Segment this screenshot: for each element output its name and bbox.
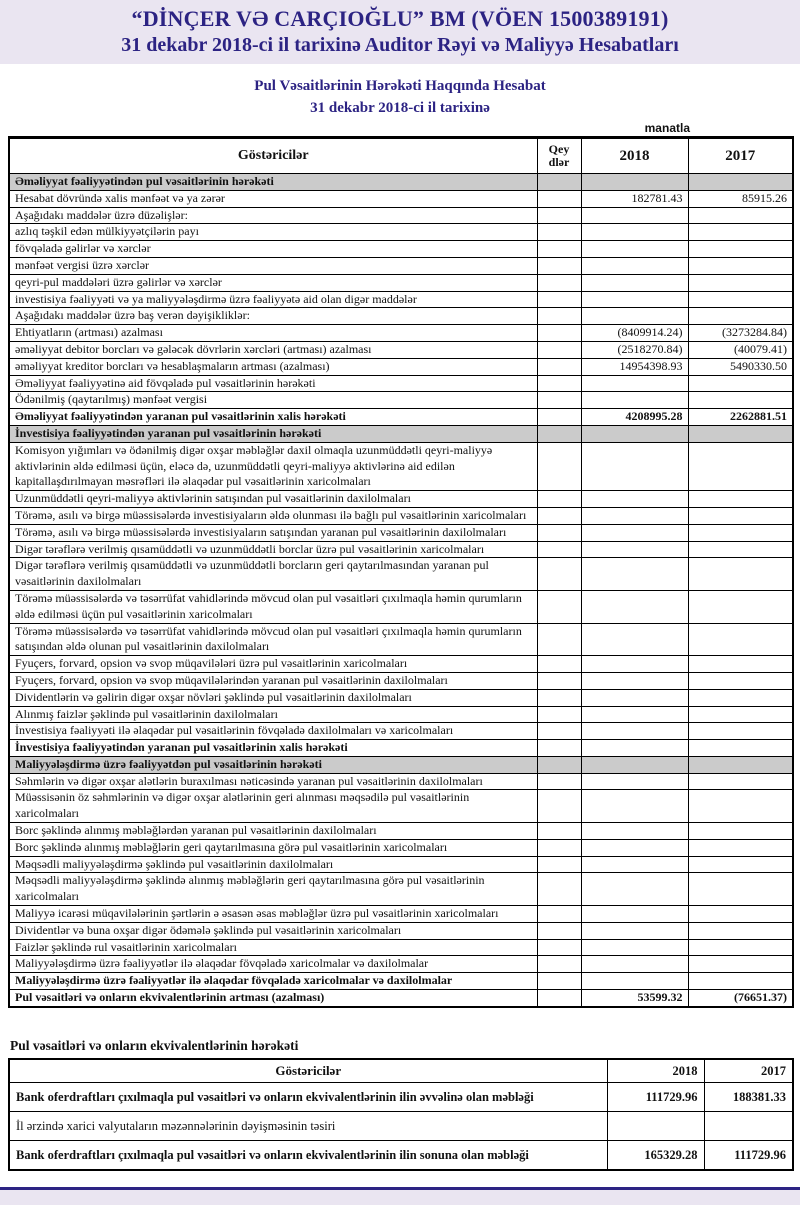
equivalents-row [9,1141,793,1170]
cash-flow-table-header-row [9,138,793,174]
cell-v2018 [581,623,688,656]
cell-label: Digər tərəflərə verilmiş qısamüddətli və uzunmüddətli borcların geri qaytarılmasından yaranan pul vəsaitlərinin daxilolmaları [9,558,537,591]
cell-notes [537,224,581,241]
cell-label: Məqsədli maliyyələşdirmə şəklində pul vəsaitlərinin daxilolmaları [9,856,537,873]
cell-label: Ödənilmiş (qaytarılmış) mənfəət vergisi [9,392,537,409]
cell-v2018 [581,308,688,325]
cell-v2017: (3273284.84) [688,325,793,342]
cell-notes [537,956,581,973]
item-row [9,241,793,258]
cell-label: Dividentlərin və gəlirin digər oxşar növləri şəklində pul vəsaitlərinin daxilolmaları [9,689,537,706]
cell-v2018 [607,1112,704,1141]
cell-notes [537,672,581,689]
item-row [9,325,793,342]
cell-notes [537,623,581,656]
cell-v2017 [688,524,793,541]
cell-notes [537,541,581,558]
cell-notes [537,425,581,442]
item-row [9,656,793,673]
cell-v2018 [581,224,688,241]
cell-label: mənfəət vergisi üzrə xərclər [9,257,537,274]
notes-label-line1: Qey [548,142,570,156]
cell-notes [537,257,581,274]
cell-label: Fyuçers, forvard, opsion və svop müqavilələri üzrə pul vəsaitlərinin xaricolmaları [9,656,537,673]
total-row [9,990,793,1007]
cell-v2018 [581,656,688,673]
report-header-band [0,0,800,64]
cell-v2018 [581,241,688,258]
cell-v2017 [688,392,793,409]
item-row [9,906,793,923]
cell-v2018 [581,672,688,689]
company-title: “DİNÇER VƏ CARÇIOĞLU” BM (VÖEN 1500389191) [131,6,669,31]
cell-label: Müəssisənin öz səhmlərinin və digər oxşar alətlərinin geri alınması məqsədilə pul vəsaitlərinin xaricolmaları [9,790,537,823]
item-row [9,823,793,840]
section-row [9,425,793,442]
cell-label: investisiya fəaliyyəti və ya maliyyələşdirmə üzrə fəaliyyətə aid olan digər maddələr [9,291,537,308]
cell-v2017 [688,723,793,740]
cell-v2018: 111729.96 [607,1083,704,1112]
cell-label: Törəmə müəssisələrdə və təsərrüfat vahidlərində mövcud olan pul vəsaitləri çıxılmaqla həmin qurumların əldə edilməsi üçün pul vəsaitlərinin xaricolmaları [9,590,537,623]
equivalents-column-header-indicators: Göstəricilər [9,1059,607,1083]
cell-v2018 [581,922,688,939]
cell-v2017 [704,1112,793,1141]
cell-v2018 [581,375,688,392]
cell-v2018 [581,723,688,740]
item-row [9,507,793,524]
cell-label: Törəmə, asılı və birgə müəssisələrdə investisiyaların satışından yaranan pul vəsaitlərinin daxilolmaları [9,524,537,541]
cell-label: Alınmış faizlər şəklində pul vəsaitlərinin daxilolmaları [9,706,537,723]
cell-v2017 [688,207,793,224]
cell-notes [537,174,581,191]
cell-label: qeyri-pul maddələri üzrə gəlirlər və xərclər [9,274,537,291]
cell-label: Törəmə müəssisələrdə və təsərrüfat vahidlərində mövcud olan pul vəsaitləri çıxılmaqla həmin qurumların satışından əldə olunan pul vəsaitlərinin daxilolmaları [9,623,537,656]
cell-v2018 [581,274,688,291]
equivalents-table-header-row [9,1059,793,1083]
cell-notes [537,990,581,1007]
item-row [9,524,793,541]
item-row [9,274,793,291]
equivalents-row [9,1112,793,1141]
cell-v2017: (76651.37) [688,990,793,1007]
cell-notes [537,291,581,308]
cell-label: Məqsədli maliyyələşdirmə şəklində alınmış məbləğlərin geri qaytarılmasına görə pul vəsaitlərinin xaricolmaları [9,873,537,906]
cell-v2017 [688,375,793,392]
cell-v2017 [688,823,793,840]
cell-notes [537,740,581,757]
cell-label: azlıq təşkil edən mülkiyyətçilərin payı [9,224,537,241]
cell-label: İnvestisiya fəaliyyəti ilə əlaqədar pul vəsaitlərinin fövqəladə daxilolmaları və xaricolmaları [9,723,537,740]
item-row [9,341,793,358]
cell-v2017 [688,590,793,623]
cell-notes [537,790,581,823]
cell-notes [537,856,581,873]
statement-title: Pul Vəsaitlərinin Hərəkəti Haqqında Hesabat [254,78,546,94]
cell-v2017 [688,839,793,856]
cell-v2017 [688,425,793,442]
cell-notes [537,409,581,426]
cell-notes [537,207,581,224]
cell-notes [537,773,581,790]
cell-v2017 [688,558,793,591]
cell-notes [537,190,581,207]
cell-notes [537,274,581,291]
cell-label: əməliyyat kreditor borcları və hesablaşmaların artması (azalması) [9,358,537,375]
notes-label-line2: dlər [548,155,570,169]
cell-v2018 [581,873,688,906]
item-row [9,291,793,308]
cell-v2017 [688,973,793,990]
item-row [9,358,793,375]
column-header-2017: 2017 [688,138,793,174]
cell-v2018 [581,392,688,409]
cell-v2018 [581,524,688,541]
cell-v2017 [688,939,793,956]
cell-notes [537,873,581,906]
cell-notes [537,973,581,990]
item-row [9,590,793,623]
cell-label: Bank oferdraftları çıxılmaqla pul vəsaitləri və onların ekvivalentlərinin ilin sonuna olan məbləği [9,1141,607,1170]
cell-v2018 [581,706,688,723]
item-row [9,672,793,689]
cell-v2018 [581,823,688,840]
cell-v2018: 165329.28 [607,1141,704,1170]
item-row [9,190,793,207]
cell-label: Komisyon yığımları və ödənilmiş digər oxşar məbləğlər daxil olmaqla uzunmüddətli qeyri-maliyyə aktivlərinin əldə edilməsi üçün, eləcə də, uzunmüddətli qeyri-maliyyə aktivlərinə aid edilən kapitallaşdırılmayan məsrəfləri ilə əlaqədar pul vəsaitlərinin xaricolmaları [9,442,537,490]
cell-notes [537,308,581,325]
item-row [9,939,793,956]
section-row [9,756,793,773]
cell-v2018: (2518270.84) [581,341,688,358]
cell-v2017 [688,906,793,923]
cell-v2017: 5490330.50 [688,358,793,375]
cell-v2017 [688,257,793,274]
cell-v2017 [688,241,793,258]
cell-notes [537,491,581,508]
cell-notes [537,706,581,723]
cell-v2017 [688,706,793,723]
cell-v2018 [581,956,688,973]
cell-v2017: 85915.26 [688,190,793,207]
item-row [9,558,793,591]
item-row [9,257,793,274]
cell-notes [537,839,581,856]
cell-v2017 [688,790,793,823]
cell-label: Ehtiyatların (artması) azalması [9,325,537,342]
cell-v2017 [688,856,793,873]
equivalents-table-title: Pul vəsaitləri və onların ekvivalentlərinin hərəkəti [10,1037,299,1053]
cell-v2017 [688,656,793,673]
cell-v2017 [688,541,793,558]
cell-v2018 [581,973,688,990]
cell-v2018: 4208995.28 [581,409,688,426]
item-row [9,623,793,656]
cell-v2017 [688,873,793,906]
item-row [9,689,793,706]
page-footer-band [0,1187,800,1205]
cell-notes [537,241,581,258]
cell-v2018 [581,507,688,524]
cell-v2017 [688,491,793,508]
cell-label: Dividentlər və buna oxşar digər ödəmələ şəklində pul vəsaitlərinin xaricolmaları [9,922,537,939]
item-row [9,839,793,856]
equivalents-column-header-2017: 2017 [704,1059,793,1083]
cell-v2018: 14954398.93 [581,358,688,375]
cell-notes [537,922,581,939]
item-row [9,773,793,790]
cell-label: Səhmlərin və digər oxşar alətlərin buraxılması nəticəsində yaranan pul vəsaitlərinin daxilolmaları [9,773,537,790]
cell-label: Hesabat dövründə xalis mənfəət və ya zərər [9,190,537,207]
cell-v2017 [688,672,793,689]
cell-notes [537,507,581,524]
cell-label: Maliyyələşdirmə üzrə fəaliyyətlər ilə əlaqədar fövqəladə xaricolmalar və daxilolmalar [9,973,537,990]
cell-v2017 [688,442,793,490]
cell-v2017: 188381.33 [704,1083,793,1112]
cell-label: Aşağıdakı maddələr üzrə baş verən dəyişikliklər: [9,308,537,325]
total-row [9,740,793,757]
cell-v2017 [688,291,793,308]
cell-v2018 [581,442,688,490]
cell-notes [537,823,581,840]
cell-label: əməliyyat debitor borcları və gələcək dövrlərin xərcləri (artması) azalması [9,341,537,358]
item-row [9,491,793,508]
cell-label: Maliyyələşdirmə üzrə fəaliyyətlər ilə əlaqədar fövqəladə xaricolmalar və daxilolmalar [9,956,537,973]
cell-label: Əməliyyat fəaliyyətinə aid fövqəladə pul vəsaitlərinin hərəkəti [9,375,537,392]
item-row [9,956,793,973]
section-row [9,174,793,191]
cell-notes [537,939,581,956]
cell-v2017 [688,224,793,241]
cell-v2017 [688,308,793,325]
column-header-notes [537,138,581,174]
cell-v2018 [581,291,688,308]
cell-v2018 [581,856,688,873]
cell-notes [537,756,581,773]
cell-label: Uzunmüddətli qeyri-maliyyə aktivlərinin satışından pul vəsaitlərinin daxilolmaları [9,491,537,508]
cell-v2018 [581,425,688,442]
cell-v2018 [581,906,688,923]
cell-label: Maliyyələşdirmə üzrə fəaliyyətdən pul vəsaitlərinin hərəkəti [9,756,537,773]
cell-label: Faizlər şəklində rul vəsaitlərinin xaricolmaları [9,939,537,956]
cell-v2018 [581,773,688,790]
cell-label: İl ərzində xarici valyutaların məzənnələrinin dəyişməsinin təsiri [9,1112,607,1141]
cell-label: İnvestisiya fəaliyyətindən yaranan pul vəsaitlərinin xalis hərəkəti [9,740,537,757]
cell-label: Törəmə, asılı və birgə müəssisələrdə investisiyaların əldə olunması ilə bağlı pul vəsaitlərinin xaricolmaları [9,507,537,524]
cell-label: Fyuçers, forvard, opsion və svop müqavilələrindən yaranan pul vəsaitlərinin daxilolmaları [9,672,537,689]
cell-v2018 [581,590,688,623]
cell-notes [537,524,581,541]
cell-v2017 [688,956,793,973]
cell-label: Borc şəklində alınmış məbləğlərdən yaranan pul vəsaitlərinin daxilolmaları [9,823,537,840]
item-row [9,873,793,906]
cell-v2018 [581,790,688,823]
cell-label: Aşağıdakı maddələr üzrə düzəlişlər: [9,207,537,224]
currency-note: manatla [644,121,690,135]
cell-label: İnvestisiya fəaliyyətindən yaranan pul vəsaitlərinin hərəkəti [9,425,537,442]
item-row [9,790,793,823]
item-row [9,442,793,490]
cell-v2018 [581,939,688,956]
cell-v2018 [581,756,688,773]
cell-v2018: 182781.43 [581,190,688,207]
cell-v2017 [688,756,793,773]
cell-v2017 [688,274,793,291]
cell-v2018 [581,558,688,591]
item-row [9,856,793,873]
cell-v2018: 53599.32 [581,990,688,1007]
report-title: 31 dekabr 2018-ci il tarixinə Auditor Rəyi və Maliyyə Hesabatları [121,34,679,56]
cash-equivalents-table [8,1058,794,1171]
item-row [9,922,793,939]
cell-v2018 [581,541,688,558]
cell-label: Maliyyə icarəsi müqavilələrinin şərtlərin ə əsasən əsas məbləğlər üzrə pul vəsaitlərinin xaricolmaları [9,906,537,923]
cell-notes [537,590,581,623]
cell-notes [537,392,581,409]
column-header-2018: 2018 [581,138,688,174]
cell-v2018 [581,689,688,706]
total-row [9,409,793,426]
cell-v2017 [688,740,793,757]
cell-v2018: (8409914.24) [581,325,688,342]
statement-date: 31 dekabr 2018-ci il tarixinə [310,100,490,116]
cell-v2017 [688,174,793,191]
equivalents-row [9,1083,793,1112]
cell-notes [537,723,581,740]
cell-v2017: (40079.41) [688,341,793,358]
cell-v2017: 111729.96 [704,1141,793,1170]
cell-v2018 [581,839,688,856]
item-row [9,375,793,392]
equivalents-column-header-2018: 2018 [607,1059,704,1083]
cell-v2018 [581,257,688,274]
cell-notes [537,689,581,706]
cell-v2017 [688,689,793,706]
cell-notes [537,442,581,490]
cell-v2018 [581,207,688,224]
cell-v2017 [688,507,793,524]
cell-label: Əməliyyat fəaliyyətindən yaranan pul vəsaitlərinin xalis hərəkəti [9,409,537,426]
cell-notes [537,558,581,591]
total-row [9,973,793,990]
cell-notes [537,375,581,392]
cell-label: Əməliyyat fəaliyyətindən pul vəsaitlərinin hərəkəti [9,174,537,191]
item-row [9,723,793,740]
cell-v2017 [688,773,793,790]
cell-label: Pul vəsaitləri və onların ekvivalentlərinin artması (azalması) [9,990,537,1007]
cell-label: Borc şəklində alınmış məbləğlərin geri qaytarılmasına görə pul vəsaitlərinin xaricolmaları [9,839,537,856]
cell-notes [537,325,581,342]
item-row [9,224,793,241]
cell-label: fövqəladə gəlirlər və xərclər [9,241,537,258]
cell-v2018 [581,174,688,191]
cell-v2017 [688,922,793,939]
item-row [9,207,793,224]
footer-rule [0,1187,800,1190]
cell-v2018 [581,740,688,757]
cell-notes [537,341,581,358]
cell-label: Bank oferdraftları çıxılmaqla pul vəsaitləri və onların ekvivalentlərinin ilin əvvəlinə olan məbləği [9,1083,607,1112]
cell-label: Digər tərəflərə verilmiş qısamüddətli və uzunmüddətli borclar üzrə pul vəsaitlərinin xaricolmaları [9,541,537,558]
item-row [9,706,793,723]
cell-notes [537,656,581,673]
cash-flow-table [8,136,794,1008]
cell-v2018 [581,491,688,508]
cell-v2017: 2262881.51 [688,409,793,426]
item-row [9,308,793,325]
item-row [9,392,793,409]
item-row [9,541,793,558]
cell-notes [537,906,581,923]
cell-v2017 [688,623,793,656]
cell-notes [537,358,581,375]
column-header-indicators: Göstəricilər [9,138,537,174]
